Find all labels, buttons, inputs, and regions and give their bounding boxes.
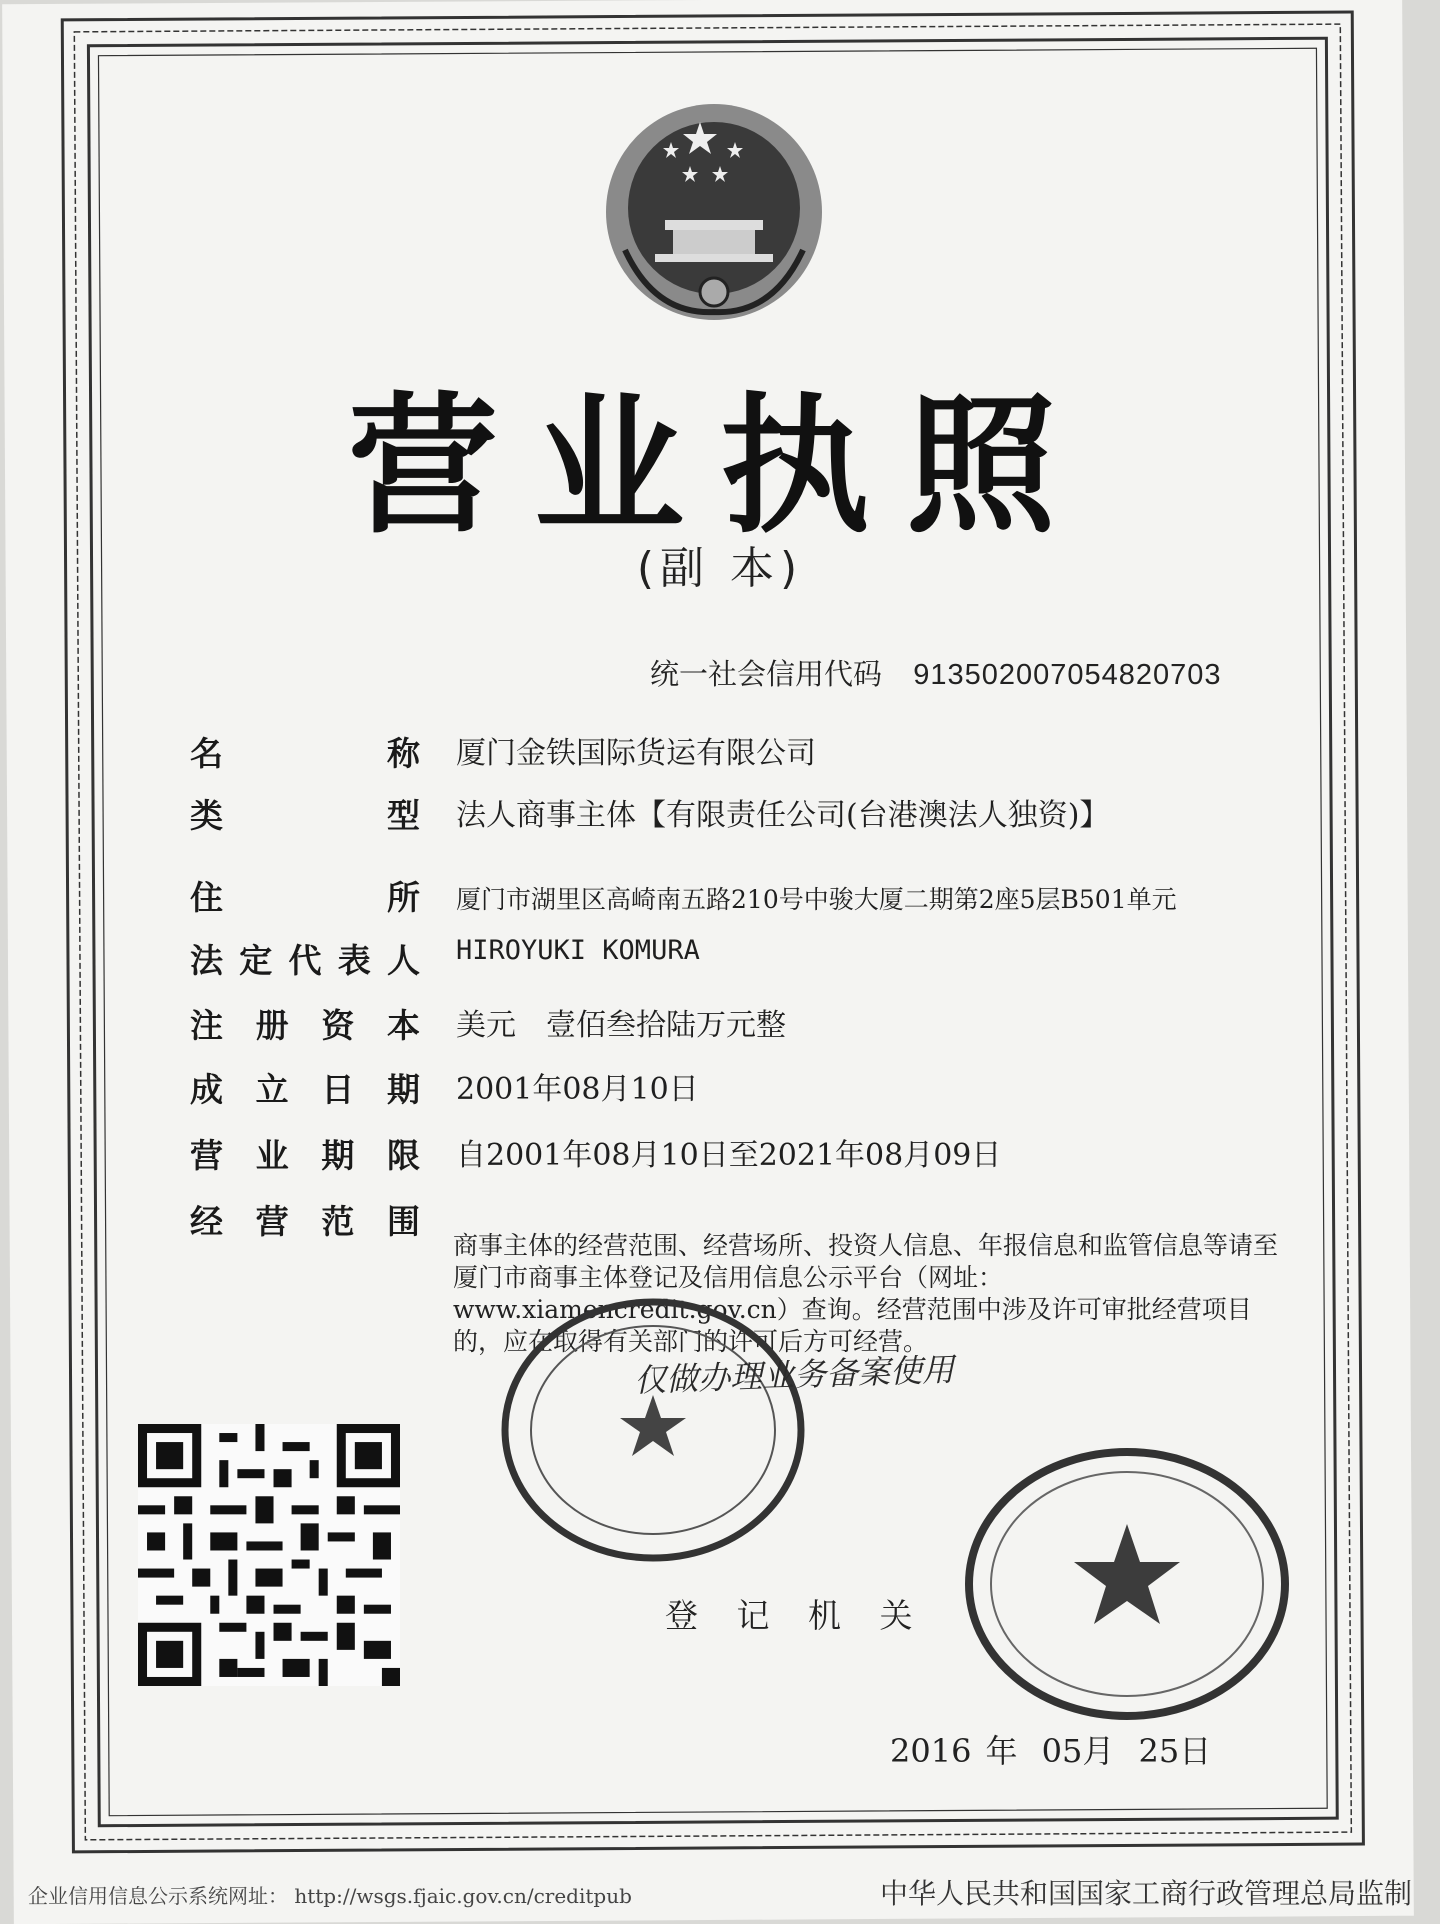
footer-issuer: 中华人民共和国国家工商行政管理总局监制 [880,1877,1413,1910]
company-seal-stamp [498,1290,808,1570]
field-row-address [190,872,1310,926]
field-label: 注 册 资 本 [190,1006,420,1045]
document-subtitle: (副 本) [636,543,804,594]
address-value: 厦门市湖里区高崎南五路210号中骏大厦二期第2座5层B501单元 [456,885,1177,914]
legal-rep-value: HIROYUKI KOMURA [456,935,700,966]
business-term-value: 自2001年08月10日至2021年08月09日 [456,1138,1002,1173]
footer-website: 企业信用信息公示系统网址： http://wsgs.fjaic.gov.cn/creditpub [28,1884,632,1908]
qr-code [138,1424,400,1686]
field-label: 住 所 [190,878,420,917]
document-title: 营业执照 [347,380,1092,554]
field-row-type [190,790,1310,844]
credit-code-label: 统一社会信用代码 [650,657,883,691]
field-label: 经 营 范 围 [190,1202,420,1241]
field-row-capital [190,1000,1310,1054]
handwritten-note: 仅做办理业务备案使用 [633,1350,955,1400]
founded-date-value: 2001年08月10日 [456,1072,699,1107]
field-row-founded [190,1064,1310,1118]
issue-year-unit: 年 [985,1732,1018,1770]
issue-year: 2016 [890,1732,972,1770]
field-label: 类 型 [190,796,420,835]
issue-day: 25日 [1138,1732,1212,1770]
credit-code-value: 913502007054820703 [913,659,1222,691]
field-label: 法 定 代 表 人 [190,941,420,980]
capital-value: 美元 壹佰叁拾陆万元整 [456,1008,786,1043]
credit-code [650,652,1222,693]
company-type-value: 法人商事主体【有限责任公司(台港澳法人独资)】 [456,798,1110,833]
field-label: 名 称 [190,734,420,773]
field-row-term [190,1130,1310,1184]
company-name-value: 厦门金铁国际货运有限公司 [456,736,816,771]
national-emblem-icon [595,100,833,332]
field-row-legal-rep [190,935,1310,989]
field-label: 营 业 期 限 [190,1136,420,1175]
official-seal-stamp [962,1444,1292,1724]
field-label: 成 立 日 期 [190,1070,420,1109]
issue-month: 05月 [1041,1732,1115,1770]
field-row-name [190,728,1310,782]
issue-date [890,1726,1225,1772]
business-scope-text: 商事主体的经营范围、经营场所、投资人信息、年报信息和监管信息等请至厦门市商事主体登记及信用信息公示平台（网址：www.xiamencredit.gov.cn）查询。经营范围中涉及许可审批经营项目的，应在取得有关部门的许可后方可经营。 [453,1231,1279,1356]
registrar-label: 登 记 机 关 [665,1596,927,1635]
